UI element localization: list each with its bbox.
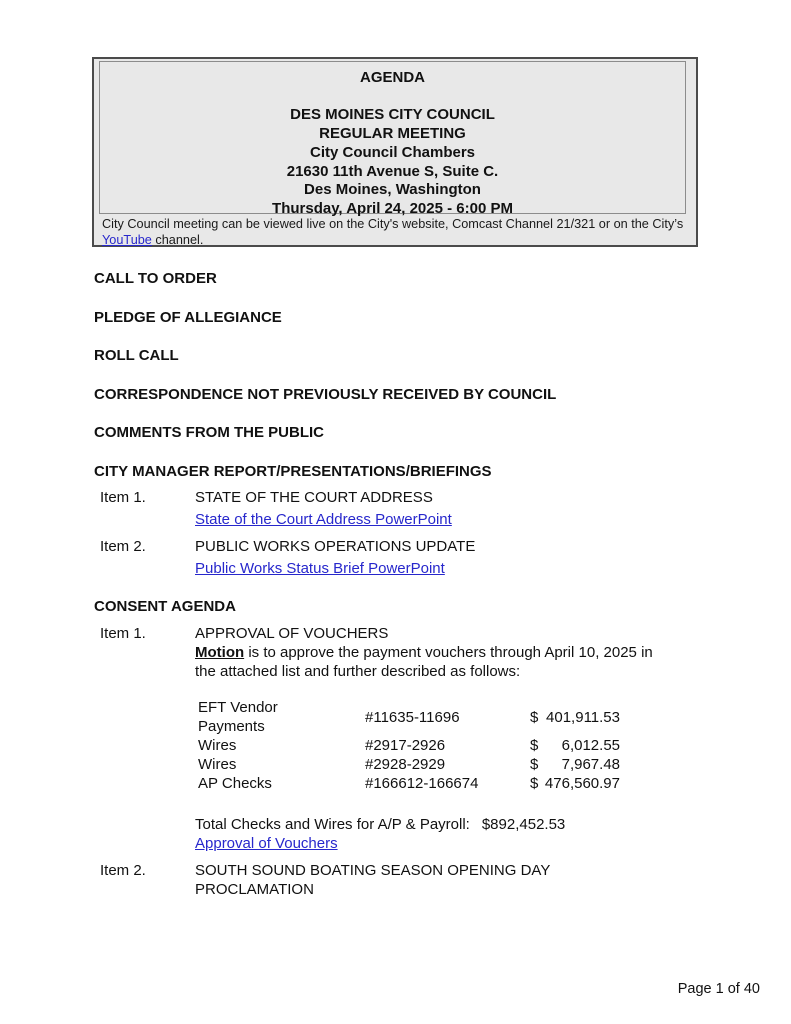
total-label: Total Checks and Wires for A/P & Payroll: <box>195 816 470 833</box>
voucher-range: #2917-2926 <box>365 737 446 754</box>
item-label: Item 1. <box>100 625 146 642</box>
voucher-name: EFT Vendor Payments <box>198 699 278 735</box>
voucher-range: #11635-11696 <box>365 708 460 726</box>
approval-of-vouchers-link[interactable]: Approval of Vouchers <box>195 835 338 852</box>
header-org-line-1: DES MOINES CITY COUNCIL <box>290 106 495 124</box>
voucher-row <box>198 755 670 774</box>
item-body <box>195 488 670 529</box>
motion-text <box>195 643 670 681</box>
item-label: Item 1. <box>100 488 146 506</box>
header-org-line-4: 21630 11th Avenue S, Suite C. <box>286 162 499 180</box>
currency-sign: $ <box>530 708 539 726</box>
header-title-box <box>99 61 686 217</box>
voucher-row <box>198 736 670 755</box>
currency-sign: $ <box>530 775 539 792</box>
public-works-brief-powerpoint-link[interactable]: Public Works Status Brief PowerPoint <box>195 559 445 577</box>
viewing-note-suffix: channel. <box>151 232 204 247</box>
heading-roll-call: ROLL CALL <box>94 347 179 364</box>
voucher-name: AP Checks <box>198 775 272 792</box>
page-number: Page 1 of 40 <box>677 981 760 997</box>
viewing-note-prefix: City Council meeting can be viewed live on the City's website, Comcast Channel 21/321 or on the City’s <box>102 217 684 231</box>
consent-item-1 <box>94 624 714 853</box>
voucher-range: #166612-166674 <box>365 775 479 792</box>
item-body <box>195 624 670 853</box>
voucher-amount <box>530 708 620 727</box>
voucher-name: Wires <box>198 756 237 773</box>
item-title: STATE OF THE COURT ADDRESS <box>195 488 433 506</box>
heading-city-manager-report: CITY MANAGER REPORT/PRESENTATIONS/BRIEFINGS <box>94 462 492 480</box>
viewing-note <box>94 214 696 248</box>
state-of-court-powerpoint-link[interactable]: State of the Court Address PowerPoint <box>195 510 452 528</box>
amount-value: 401,911.53 <box>546 708 620 726</box>
amount-value: 476,560.97 <box>544 775 620 792</box>
consent-item-2 <box>94 861 714 899</box>
motion-word: Motion <box>195 644 245 661</box>
item-label: Item 2. <box>100 862 146 879</box>
item-attachment <box>195 510 670 529</box>
item-title: SOUTH SOUND BOATING SEASON OPENING DAY PROCLAMATION <box>195 862 551 898</box>
header-spacer <box>100 88 685 107</box>
voucher-table <box>195 698 670 793</box>
heading-call-to-order: CALL TO ORDER <box>94 270 217 287</box>
city-manager-item-1 <box>94 488 714 529</box>
youtube-link[interactable]: YouTube <box>102 232 152 247</box>
total-amount: $892,452.53 <box>481 816 566 833</box>
agenda-title: AGENDA <box>359 69 425 86</box>
voucher-amount <box>530 774 620 793</box>
header-org-line-3: City Council Chambers <box>309 143 476 161</box>
voucher-row <box>198 774 670 793</box>
currency-sign: $ <box>530 756 539 773</box>
header-org-line-5: Des Moines, Washington <box>304 181 481 199</box>
heading-consent-agenda: CONSENT AGENDA <box>94 598 236 615</box>
voucher-range: #2928-2929 <box>365 756 446 773</box>
motion-rest: is to approve the payment vouchers through April 10, 2025 in the attached list and further described as follows: <box>195 644 653 680</box>
amount-value: 7,967.48 <box>561 756 620 773</box>
item-attachment <box>195 834 670 853</box>
voucher-row <box>198 698 670 736</box>
voucher-name: Wires <box>198 737 237 754</box>
header-org-line-6: Thursday, April 24, 2025 - 6:00 PM <box>272 199 513 217</box>
item-body <box>195 861 670 899</box>
amount-value: 6,012.55 <box>561 737 620 754</box>
item-title: APPROVAL OF VOUCHERS <box>195 625 389 642</box>
item-attachment <box>195 559 670 578</box>
voucher-amount <box>530 755 620 774</box>
currency-sign: $ <box>530 737 539 754</box>
header-notice-box <box>92 57 698 247</box>
voucher-amount <box>530 736 620 755</box>
item-title: PUBLIC WORKS OPERATIONS UPDATE <box>195 537 476 555</box>
heading-correspondence: CORRESPONDENCE NOT PREVIOUSLY RECEIVED BY COUNCIL <box>94 385 557 403</box>
heading-pledge-of-allegiance: PLEDGE OF ALLEGIANCE <box>94 308 282 326</box>
vouchers-total-line <box>195 815 670 834</box>
item-label: Item 2. <box>100 537 146 555</box>
agenda-content <box>94 269 714 899</box>
heading-comments-public: COMMENTS FROM THE PUBLIC <box>94 424 324 441</box>
city-manager-item-2 <box>94 537 714 578</box>
item-body <box>195 537 670 578</box>
header-org-line-2: REGULAR MEETING <box>319 125 466 143</box>
